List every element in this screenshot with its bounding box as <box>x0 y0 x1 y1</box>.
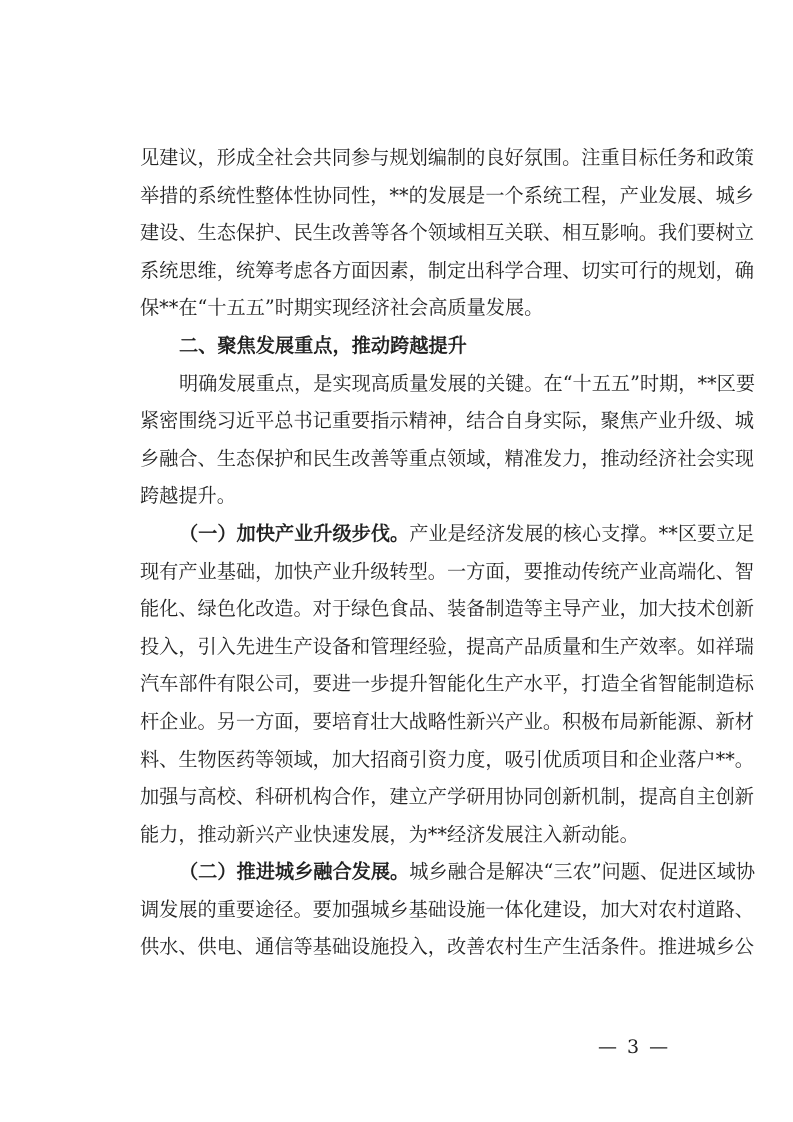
text-line <box>140 553 754 591</box>
paragraph <box>140 139 754 327</box>
text-line <box>140 289 656 327</box>
text-line <box>140 327 656 365</box>
text-line <box>140 590 754 628</box>
paragraph <box>140 365 756 515</box>
text-line <box>140 177 754 215</box>
text-line <box>140 853 756 891</box>
text-line <box>140 139 754 177</box>
paragraph-lead: （一）加快产业升级步伐。 <box>179 521 410 545</box>
line-text: 投入，引入先进生产设备和管理经验，提高产品质量和生产效率。如祥瑞 <box>140 634 754 658</box>
line-text: 系统思维，统筹考虑各方面因素，制定出科学合理、切实可行的规划，确 <box>140 258 754 282</box>
line-text: 供水、供电、通信等基础设施投入，改善农村生产生活条件。推进城乡公 <box>140 935 754 959</box>
document-body <box>140 139 756 966</box>
line-text: 调发展的重要途径。要加强城乡基础设施一体化建设，加大对农村道路、 <box>140 897 754 921</box>
text-line <box>140 252 754 290</box>
line-text: 能化、绿色化改造。对于绿色食品、装备制造等主导产业，加大技术创新 <box>140 597 754 621</box>
text-line <box>140 365 756 403</box>
line-text: 二、聚焦发展重点，推动跨越提升 <box>179 333 467 357</box>
paragraph <box>140 853 756 966</box>
line-text: 紧密围绕习近平总书记重要指示精神，结合自身实际，聚焦产业升级、城 <box>140 409 754 433</box>
line-text: 明确发展重点，是实现高质量发展的关键。在“十五五”时期，**区要 <box>179 371 756 395</box>
text-line <box>140 741 754 779</box>
text-line <box>140 515 755 553</box>
line-text: 汽车部件有限公司，要进一步提升智能化生产水平，打造全省智能制造标 <box>140 672 754 696</box>
line-text: 杆企业。另一方面，要培育壮大战略性新兴产业。积极布局新能源、新材 <box>140 709 754 733</box>
paragraph-lead: （二）推进城乡融合发展。 <box>179 860 410 884</box>
text-line <box>140 891 754 929</box>
text-line <box>140 928 754 966</box>
line-text: 见建议，形成全社会共同参与规划编制的良好氛围。注重目标任务和政策 <box>140 146 754 169</box>
text-line <box>140 816 656 854</box>
line-text: 建设、生态保护、民生改善等各个领域相互关联、相互影响。我们要树立 <box>140 221 754 245</box>
line-text: 加强与高校、科研机构合作，建立产学研用协同创新机制，提高自主创新 <box>140 785 754 809</box>
line-text: 能力，推动新兴产业快速发展，为**经济发展注入新动能。 <box>140 822 639 846</box>
line-text: 乡融合、生态保护和民生改善等重点领域，精准发力，推动经济社会实现 <box>140 446 754 470</box>
paragraph <box>140 515 755 853</box>
text-line <box>140 477 656 515</box>
text-line <box>140 402 754 440</box>
text-line <box>140 214 754 252</box>
line-text: 城乡融合是解决“三农”问题、促进区域协 <box>409 860 756 884</box>
line-text: 保**在“十五五”时期实现经济社会高质量发展。 <box>140 296 544 320</box>
page-number: — 3 — <box>598 1036 671 1058</box>
line-text: 跨越提升。 <box>140 484 236 508</box>
line-text: 举措的系统性整体性协同性，**的发展是一个系统工程，产业发展、城乡 <box>140 183 754 207</box>
text-line <box>140 628 754 666</box>
section-heading <box>140 327 656 365</box>
line-text: 料、生物医药等领域，加大招商引资力度，吸引优质项目和企业落户**。 <box>140 747 754 771</box>
text-line <box>140 703 754 741</box>
text-line <box>140 665 754 703</box>
text-line <box>140 440 754 478</box>
text-line <box>140 778 754 816</box>
line-text: 产业是经济发展的核心支撑。**区要立足 <box>409 521 755 545</box>
line-text: 现有产业基础，加快产业升级转型。一方面，要推动传统产业高端化、智 <box>140 559 754 583</box>
